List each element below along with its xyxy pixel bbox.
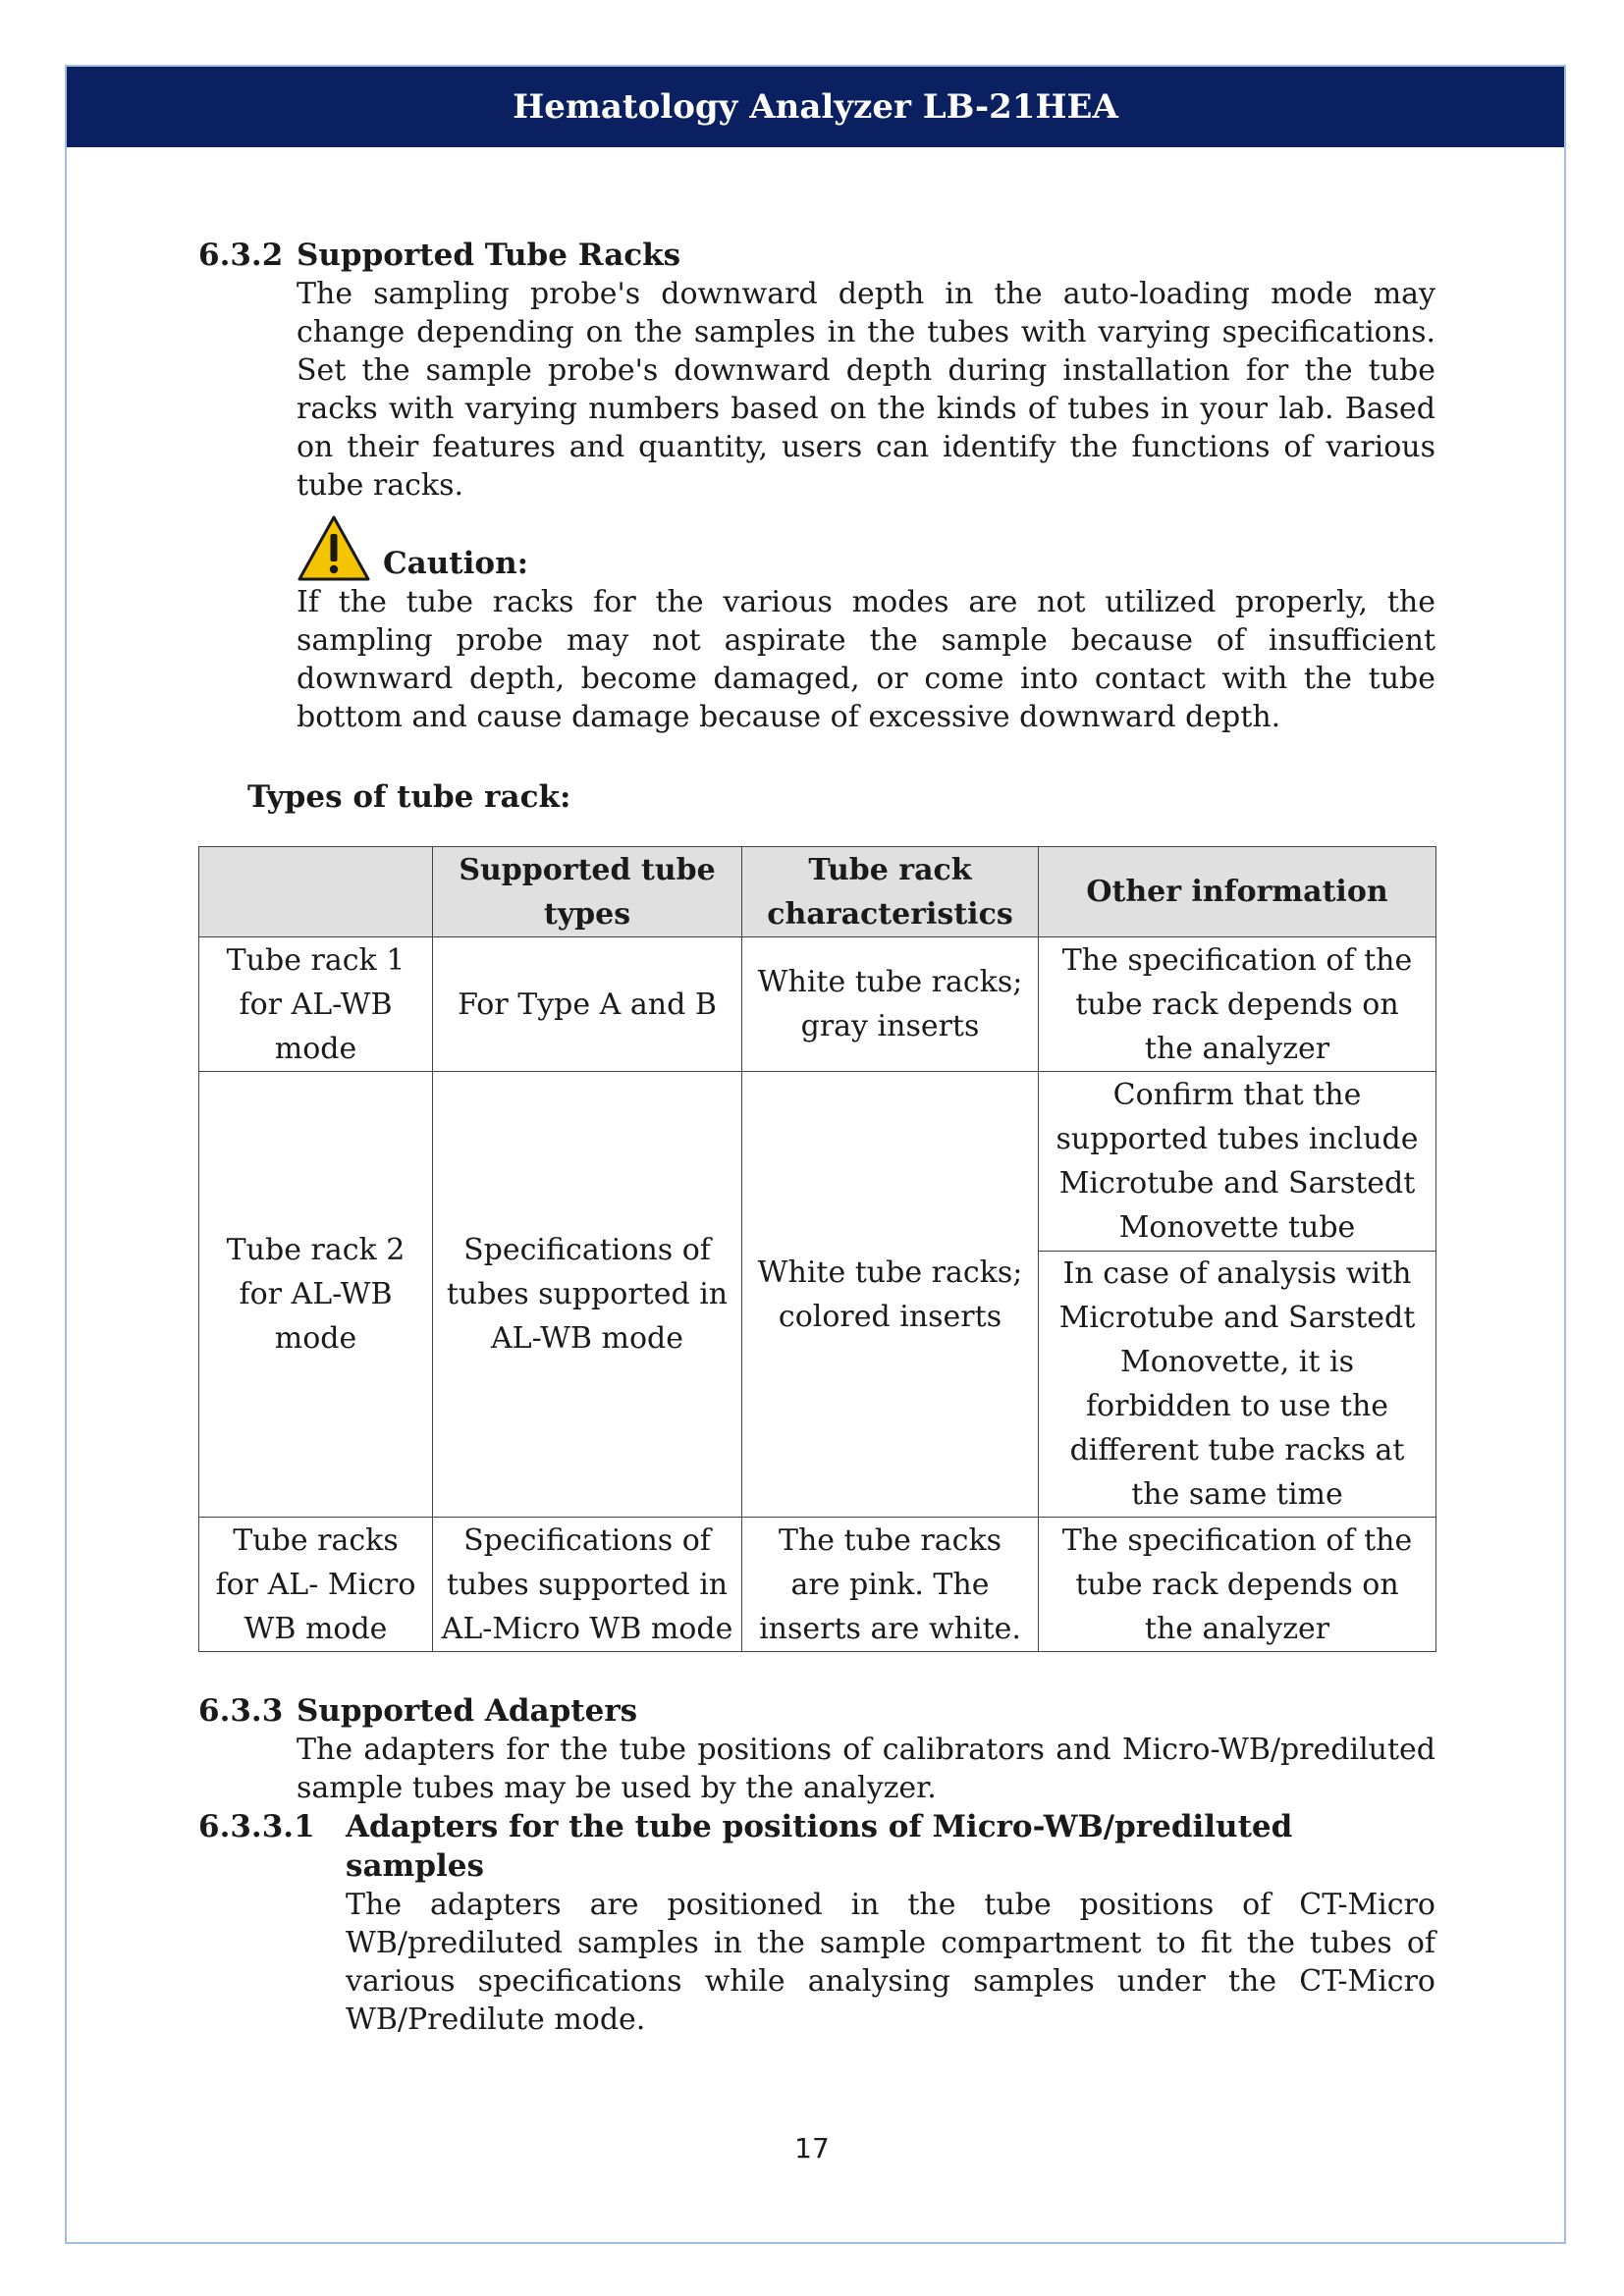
table-header-cell: Tube rack characteristics: [742, 847, 1039, 937]
section-6331-heading: [198, 1807, 1435, 1886]
page-number: 17: [794, 2132, 830, 2164]
table-cell: Tube racks for AL- Micro WB mode: [199, 1518, 433, 1652]
section-633-body: The adapters for the tube positions of calibrators and Micro-WB/prediluted sample tubes may be used by the analyzer.: [297, 1733, 1435, 1805]
caution-label: Caution:: [383, 546, 529, 581]
page-header: [67, 67, 1564, 147]
table-cell: Specifications of tubes supported in AL-Micro WB mode: [433, 1518, 742, 1652]
table-row: [199, 1518, 1436, 1652]
section-632-heading: [198, 236, 1435, 275]
section-6331-body: The adapters are positioned in the tube positions of CT-Micro WB/prediluted samples in the sample compartment to fit the tubes of various specifications while analysing samples under the CT-Micro WB/Predilute mode.: [346, 1888, 1435, 2037]
table-cell: The specification of the tube rack depends on the analyzer: [1039, 1518, 1436, 1652]
table-cell: Tube rack 2 for AL-WB mode: [199, 1072, 433, 1518]
page-content: [198, 236, 1435, 2039]
section-633-heading: [198, 1691, 1435, 1731]
table-header-cell: Other information: [1039, 847, 1436, 937]
table-row: [199, 1072, 1436, 1252]
header-title: Hematology Analyzer LB-21HEA: [513, 87, 1118, 127]
table-row: [199, 937, 1436, 1072]
table-cell: The tube racks are pink. The inserts are white.: [742, 1518, 1039, 1652]
section-number: 6.3.3: [198, 1693, 284, 1729]
section-number: 6.3.3.1: [198, 1809, 315, 1844]
table-cell: Specifications of tubes supported in AL-WB mode: [433, 1072, 742, 1518]
table-cell: For Type A and B: [433, 937, 742, 1072]
table-cell: Confirm that the supported tubes include Microtube and Sarstedt Monovette tube: [1039, 1072, 1436, 1252]
table-header-cell: [199, 847, 433, 937]
section-title: Supported Tube Racks: [297, 238, 681, 273]
section-number: 6.3.2: [198, 238, 284, 273]
caution-block: [297, 512, 1435, 583]
table-cell: In case of analysis with Microtube and Sarstedt Monovette, it is forbidden to use the different tube racks at the same time: [1039, 1252, 1436, 1518]
table-header-row: [199, 847, 1436, 937]
section-title: Adapters for the tube positions of Micro-WB/prediluted samples: [346, 1809, 1293, 1884]
table-cell: White tube racks; colored inserts: [742, 1072, 1039, 1518]
warning-icon: [297, 514, 371, 583]
tube-rack-table: [198, 846, 1436, 1652]
table-cell: Tube rack 1 for AL-WB mode: [199, 937, 433, 1072]
types-label: Types of tube rack:: [247, 779, 571, 815]
table-cell: White tube racks; gray inserts: [742, 937, 1039, 1072]
section-632-body: The sampling probe's downward depth in the auto-loading mode may change depending on the samples in the tubes with varying specifications. Set the sample probe's downward depth during installation for the tube racks with varying numbers based on the kinds of tubes in your lab. Based on their features and quantity, users can identify the functions of various tube racks.: [297, 277, 1435, 503]
caution-text: If the tube racks for the various modes are not utilized properly, the sampling probe may not aspirate the sample because of insufficient downward depth, become damaged, or come into contact with the tube bottom and cause damage because of excessive downward depth.: [297, 585, 1435, 734]
section-title: Supported Adapters: [297, 1693, 638, 1729]
table-cell: The specification of the tube rack depends on the analyzer: [1039, 937, 1436, 1072]
table-header-cell: Supported tube types: [433, 847, 742, 937]
